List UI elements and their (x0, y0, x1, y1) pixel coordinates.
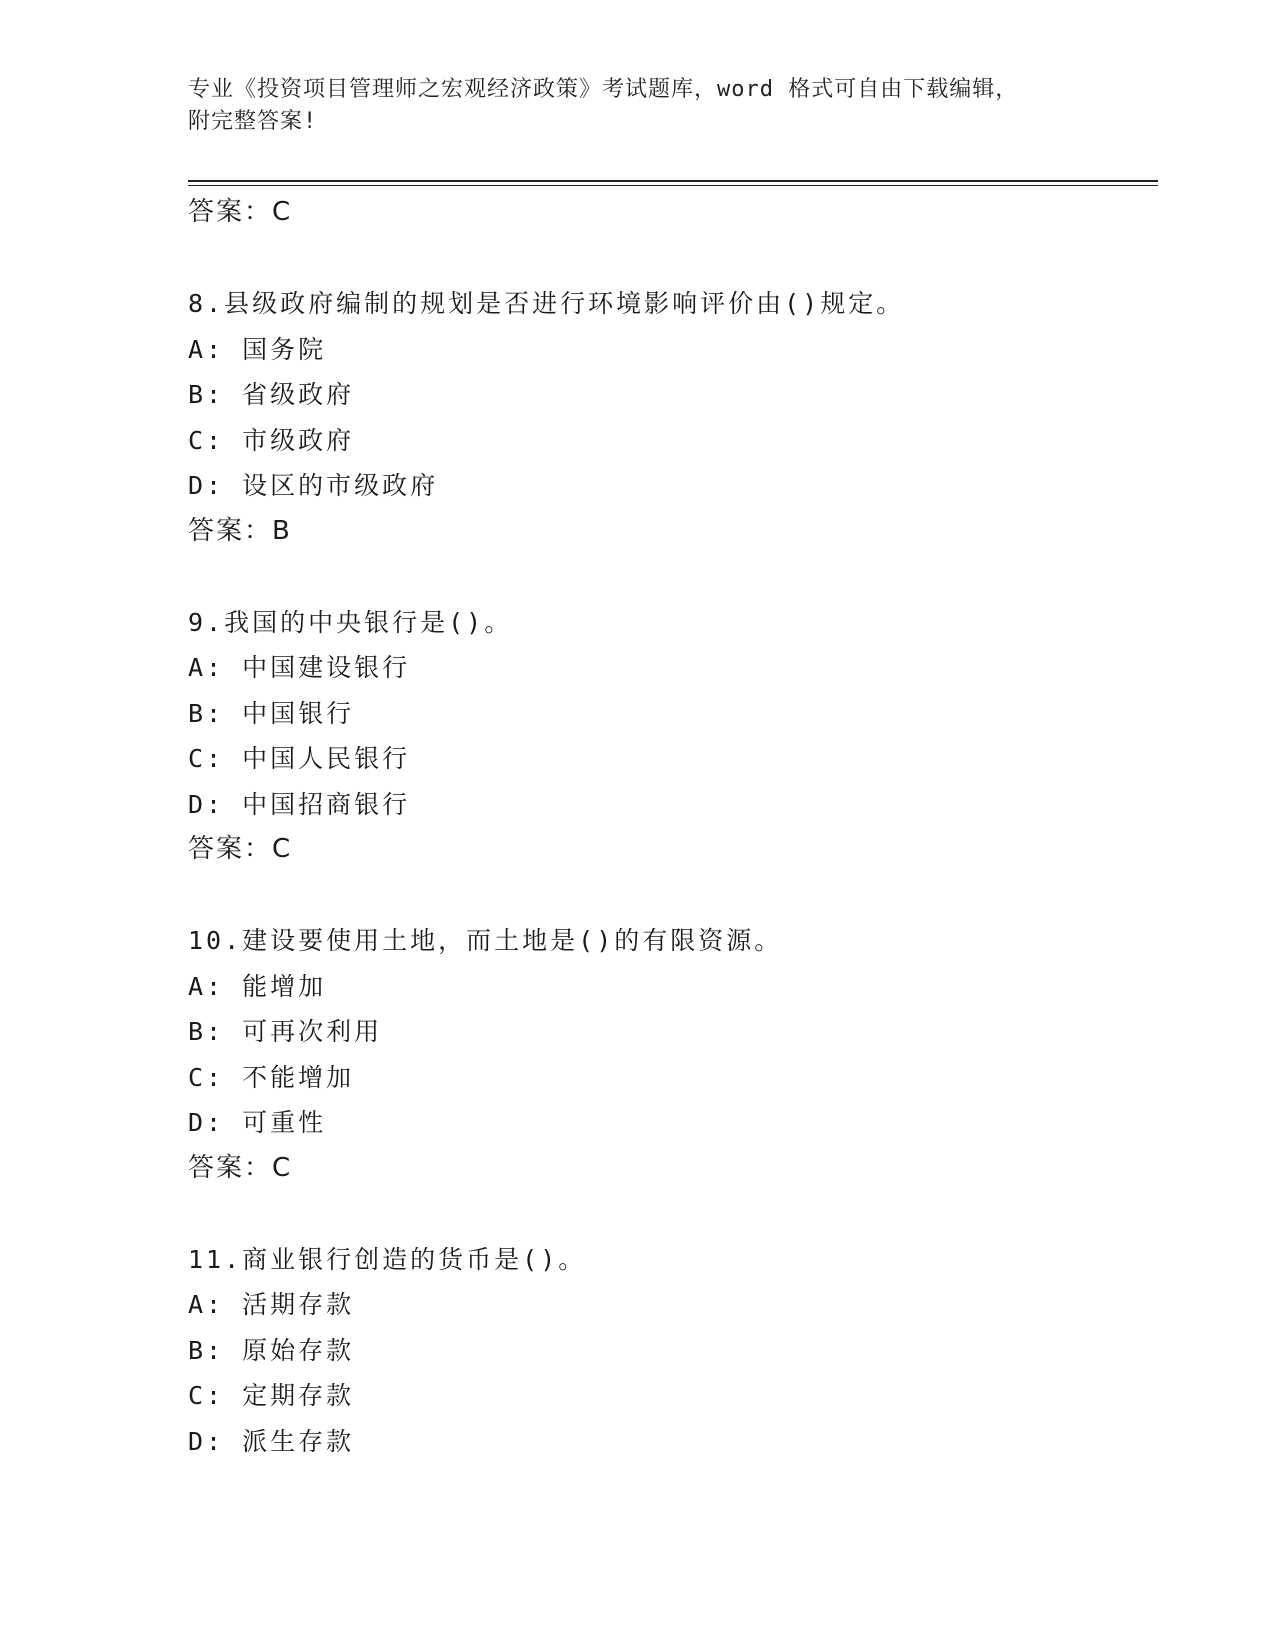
document-intro (188, 74, 1088, 138)
option-b: B: 原始存款 (188, 1335, 355, 1365)
answer: 答案：C (188, 1152, 293, 1183)
spacer (188, 1191, 1158, 1237)
question-9 (188, 600, 1158, 873)
question-stem: 10.建设要使用土地，而土地是()的有限资源。 (188, 926, 783, 955)
option-c: C: 不能增加 (188, 1062, 355, 1092)
question-list (188, 190, 1158, 1464)
option-d: D: 可重性 (188, 1108, 327, 1137)
option-b: B: 中国银行 (188, 698, 355, 728)
intro-line-1: 专业《投资项目管理师之宏观经济政策》考试题库，word 格式可自由下载编辑， (188, 77, 1019, 102)
question-stem: 9.我国的中央银行是()。 (188, 607, 513, 637)
spacer (188, 873, 1158, 919)
intro-line-2: 附完整答案! (188, 109, 318, 134)
option-d: D: 派生存款 (188, 1426, 355, 1456)
option-a: A: 活期存款 (188, 1290, 355, 1319)
option-b: B: 省级政府 (188, 380, 355, 409)
option-a: A: 能增加 (188, 971, 327, 1001)
spacer (188, 236, 1158, 282)
header-divider-thin (188, 185, 1158, 186)
question-11 (188, 1237, 1158, 1465)
answer: 答案：B (188, 515, 292, 546)
question-stem: 8.县级政府编制的规划是否进行环境影响评价由()规定。 (188, 289, 905, 318)
option-d: D: 中国招商银行 (188, 789, 411, 819)
question-8 (188, 281, 1158, 554)
option-c: C: 定期存款 (188, 1381, 355, 1410)
spacer (188, 554, 1158, 600)
question-stem: 11.商业银行创造的货币是()。 (188, 1244, 587, 1274)
option-c: C: 市级政府 (188, 425, 355, 455)
option-a: A: 国务院 (188, 334, 327, 364)
question-10 (188, 918, 1158, 1191)
option-b: B: 可再次利用 (188, 1017, 383, 1046)
option-c: C: 中国人民银行 (188, 744, 411, 773)
option-d: D: 设区的市级政府 (188, 471, 439, 500)
previous-answer: 答案：C (188, 197, 293, 227)
option-a: A: 中国建设银行 (188, 653, 411, 682)
header-divider-thick (188, 180, 1158, 182)
answer: 答案：C (188, 834, 293, 864)
